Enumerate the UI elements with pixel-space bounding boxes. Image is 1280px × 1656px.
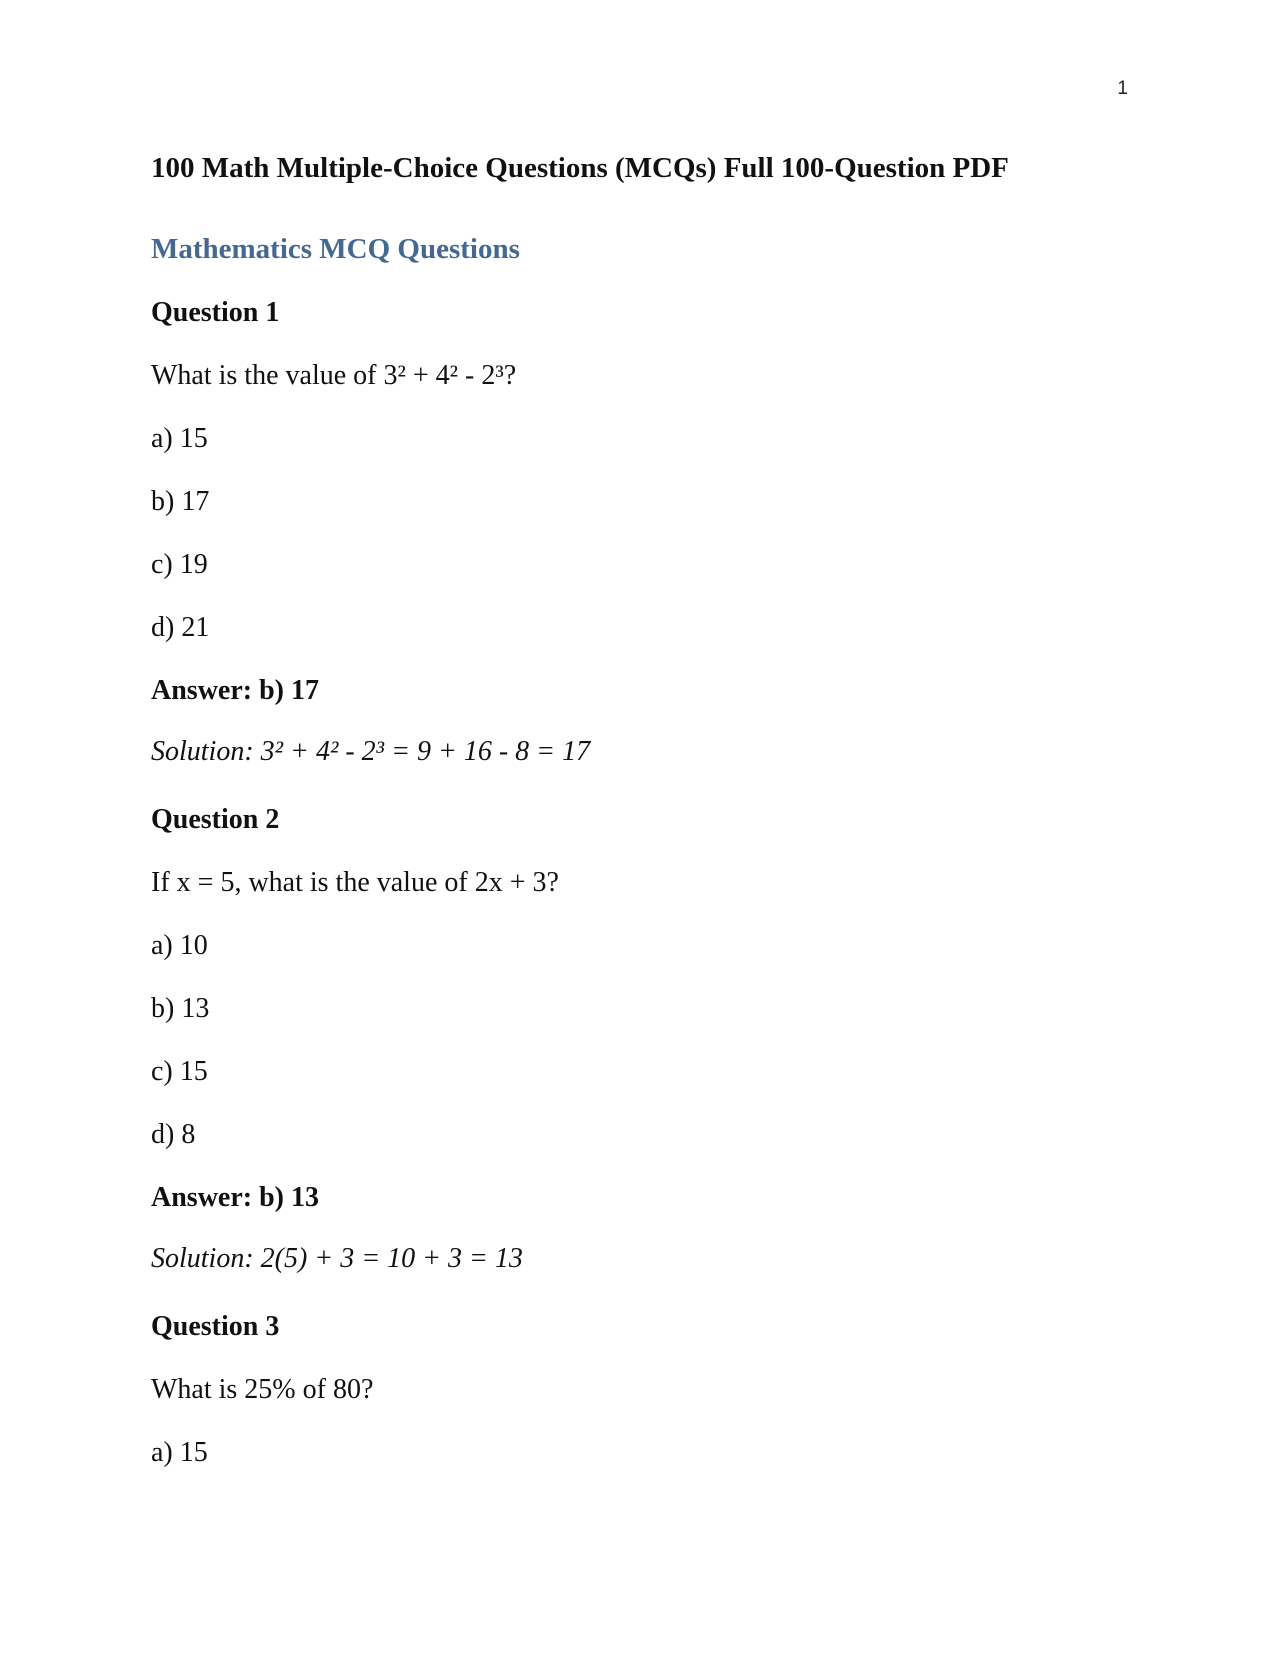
- answer: Answer: b) 17: [151, 675, 319, 706]
- option-b: b) 13: [151, 993, 210, 1024]
- option-d: d) 8: [151, 1119, 196, 1150]
- option-b: b) 17: [151, 486, 210, 517]
- option-a: a) 15: [151, 1437, 208, 1468]
- question-block: [151, 1307, 1141, 1473]
- solution: Solution: 2(5) + 3 = 10 + 3 = 13: [151, 1243, 523, 1274]
- option-d: d) 21: [151, 612, 210, 643]
- question-title: Question 3: [151, 1311, 280, 1342]
- question-text: If x = 5, what is the value of 2x + 3?: [151, 867, 559, 898]
- question-text: What is the value of 3² + 4² - 2³?: [151, 360, 517, 391]
- page-number: 1: [1117, 78, 1128, 99]
- answer: Answer: b) 13: [151, 1182, 319, 1213]
- document-title: 100 Math Multiple-Choice Questions (MCQs) Full 100-Question PDF: [151, 152, 1009, 184]
- solution: Solution: 3² + 4² - 2³ = 9 + 16 - 8 = 17: [151, 736, 591, 767]
- question-title: Question 1: [151, 297, 280, 328]
- option-a: a) 15: [151, 423, 208, 454]
- option-c: c) 19: [151, 549, 208, 580]
- question-block: [151, 293, 1141, 772]
- document-body: [151, 148, 1141, 1473]
- question-block: [151, 800, 1141, 1279]
- option-a: a) 10: [151, 930, 208, 961]
- option-c: c) 15: [151, 1056, 208, 1087]
- section-heading: Mathematics MCQ Questions: [151, 233, 520, 265]
- question-title: Question 2: [151, 804, 280, 835]
- question-text: What is 25% of 80?: [151, 1374, 374, 1405]
